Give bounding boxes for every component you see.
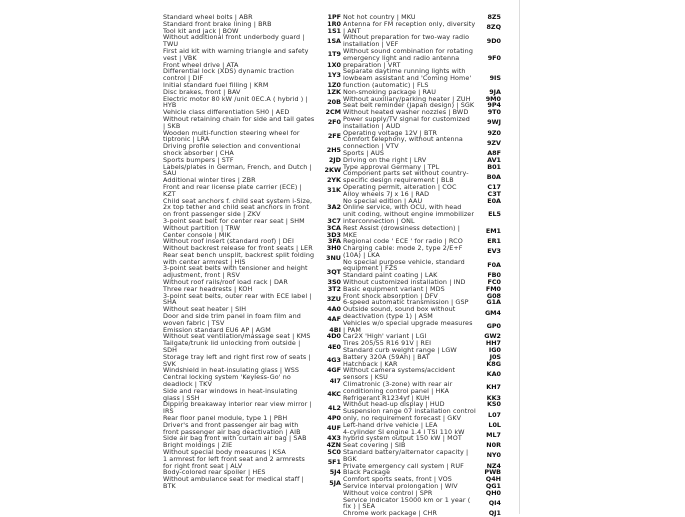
equipment-pr-code: 9D0 [486, 36, 501, 45]
equipment-pr-code: 4X3 [327, 434, 341, 443]
equipment-description: Wooden multi-function steering wheel for tiptronic | LRA [163, 128, 300, 144]
equipment-pr-code: 4I7 [329, 376, 341, 385]
equipment-description: Online service, with OCU, with head unit coding, without engine immobilizer interconnection | ONL [343, 203, 475, 225]
equipment-row [163, 265, 341, 279]
equipment-row [163, 96, 341, 110]
equipment-description: 3-point seat belts, outer rear with ECE label | SHA [163, 291, 312, 307]
equipment-description: Left-hand drive vehicle | LEA [343, 420, 438, 429]
equipment-description: Standard front brake lining | BRB [163, 19, 272, 28]
equipment-description: Seat covering | SIB [343, 441, 406, 450]
equipment-description: Standard battery/alternator capacity | BGK [343, 448, 469, 463]
equipment-description: Charging cable: mode 2, type 2/E+F (10A) | LKA [343, 244, 463, 259]
equipment-pr-code: QG1 [485, 481, 501, 490]
equipment-pr-code: 4KC [327, 390, 341, 399]
equipment-pr-code: EL5 [488, 210, 501, 219]
equipment-pr-code: 4AF [327, 315, 341, 324]
equipment-list-column-right [343, 14, 501, 517]
equipment-description: Without camera systems/accident sensors | KSU [343, 366, 456, 382]
equipment-description: Electric motor 80 kW /unit 0EC.A ( hybrid ) | HYB [163, 94, 308, 110]
equipment-description: Operating voltage 12V | BTR [343, 128, 438, 137]
equipment-pr-code: 5J4 [329, 468, 341, 477]
equipment-pr-code: EV3 [487, 247, 501, 256]
equipment-description: Suspension range 07 installation control only, no requirement forecast | GKV [343, 407, 476, 423]
equipment-description: Disc brakes, front | BAV [163, 87, 241, 96]
equipment-row [163, 374, 341, 388]
equipment-pr-code: 2F0 [327, 118, 341, 127]
equipment-pr-code: L0L [488, 420, 501, 429]
equipment-pr-code: 3CA [326, 223, 341, 232]
equipment-description: Battery 320A (59Ah) | BAT [343, 352, 430, 361]
equipment-pr-code: G08 [486, 291, 501, 300]
equipment-pr-code: NZ4 [486, 461, 501, 470]
equipment-pr-code: B01 [487, 162, 501, 171]
equipment-description: Front and rear license plate carrier (ECE) | KZT [163, 182, 302, 198]
equipment-description: Standard wheel bolts | ABR [163, 13, 253, 21]
equipment-pr-code: NY0 [486, 451, 501, 460]
equipment-description: Labels/plates in German, French, and Dutch | SAU [163, 162, 312, 178]
equipment-description: Body-colored rear spoiler | HES [163, 468, 266, 477]
equipment-pr-code: 8Z5 [487, 13, 501, 21]
equipment-pr-code: 2KW [324, 165, 341, 174]
equipment-pr-code: N0R [486, 441, 501, 450]
equipment-pr-code: 4E0 [327, 342, 341, 351]
equipment-row [163, 401, 341, 415]
equipment-description: 4-cylinder SI engine 1.4 l TSI 110 kW hybrid system output 150 kW | MOT [343, 427, 465, 443]
equipment-pr-code: 1ZK [326, 87, 341, 96]
equipment-description: Standard paint coating | LAK [343, 271, 438, 280]
equipment-pr-code: 8ZQ [486, 23, 501, 32]
equipment-pr-code: KA0 [486, 369, 501, 378]
equipment-pr-code: 9IS [489, 74, 501, 83]
equipment-description: Car2X 'High' variant | LGI [343, 332, 427, 341]
equipment-description: 3-point seat belt for center rear seat | SHM [163, 216, 305, 225]
equipment-row [163, 340, 341, 354]
equipment-description: Component parts set without country-specific design requirement | BLB [343, 169, 469, 185]
equipment-pr-code: 1Y3 [327, 70, 341, 79]
equipment-pr-code: EM1 [485, 227, 501, 236]
equipment-description: Type approval Germany | TPL [343, 162, 440, 171]
equipment-pr-code: 3NU [326, 254, 341, 263]
equipment-pr-code: 3QT [326, 267, 341, 276]
equipment-row [163, 184, 341, 198]
equipment-row [343, 497, 501, 511]
equipment-description: Comfort telephony, without antenna connection | VTV [343, 135, 463, 151]
equipment-pr-code: 31K [327, 186, 341, 195]
equipment-description: Side air bag front with curtain air bag | SAB [163, 434, 307, 443]
equipment-row [163, 198, 341, 218]
equipment-description: Rest Assist (drowsiness detection) | MKE [343, 223, 461, 239]
equipment-pr-code: 1Z0 [327, 80, 341, 89]
equipment-description: Rear floor panel module, type 1 | PBH [163, 414, 288, 423]
equipment-pr-code: A8F [487, 148, 501, 157]
equipment-row [163, 476, 341, 490]
equipment-description: Power supply/TV signal for customized installation | AUD [343, 114, 470, 130]
equipment-description: Without auxiliary/parking heater | ZUH [343, 94, 471, 103]
equipment-description: Without voice control | SPR [343, 488, 433, 497]
equipment-pr-code: 3ZU [326, 295, 341, 304]
equipment-description: Without sound combination for rotating emergency light and radio antenna preparation | VRT [343, 46, 473, 69]
equipment-description: No special purpose vehicle, standard equipment | FZS [343, 257, 465, 273]
equipment-pr-code: 2YK [326, 176, 341, 185]
equipment-description: No special edition | AAU [343, 196, 423, 205]
equipment-row [343, 21, 501, 35]
equipment-description: Alloy wheels 7J x 16 | RAD [343, 189, 430, 198]
equipment-description: Refrigerant R1234yf | KUH [343, 393, 430, 402]
equipment-pr-code: 3D3 [326, 230, 341, 239]
equipment-pr-code: ER1 [487, 237, 501, 246]
equipment-description: Emission standard EU6 AP | AGM [163, 325, 271, 334]
equipment-row [163, 354, 341, 368]
equipment-description: Without additional front underbody guard | TWU [163, 33, 305, 49]
equipment-pr-code: 2FE [327, 131, 341, 140]
equipment-pr-code: 4G3 [326, 356, 341, 365]
equipment-row [343, 204, 501, 224]
equipment-pr-code: 20B [327, 97, 341, 106]
equipment-row [343, 34, 501, 48]
equipment-row [343, 116, 501, 130]
equipment-pr-code: 4GF [326, 366, 341, 375]
equipment-description: Outside sound, sound box without deactivation (type 1) | ASM [343, 305, 456, 321]
equipment-pr-code: GP0 [486, 322, 501, 331]
equipment-description: Antenna for FM reception only, diversity | ANT [343, 19, 476, 35]
equipment-description: Door and side trim panel in foam film and woven fabric | TSV [163, 312, 301, 327]
equipment-description: Without special body measures | KSA [163, 448, 286, 456]
equipment-description: Operating permit, alteration | COC [343, 182, 457, 191]
equipment-pr-code: HH7 [485, 339, 501, 348]
equipment-pr-code: QH0 [485, 488, 501, 497]
equipment-pr-code: 5C0 [327, 448, 341, 456]
equipment-description: Service interval prolongation | WIV [343, 481, 458, 490]
equipment-row [343, 225, 501, 239]
equipment-pr-code: C3T [487, 189, 501, 198]
equipment-pr-code: 5F1 [327, 458, 341, 467]
equipment-row [343, 259, 501, 273]
equipment-description: Chrome work package | CHR [343, 509, 437, 517]
equipment-description: Front wheel drive | ATA [163, 60, 239, 69]
equipment-pr-code: L07 [488, 410, 501, 419]
equipment-row [163, 164, 341, 178]
equipment-description: Sports bumpers | STF [163, 155, 234, 164]
equipment-row [163, 68, 341, 82]
equipment-pr-code: 9ZV [486, 138, 501, 147]
equipment-description: Without partition | TRW [163, 223, 241, 232]
equipment-row [343, 381, 501, 395]
equipment-description: Rear seat bench unsplit, backrest split folding with center armrest | HIS [163, 250, 315, 266]
equipment-pr-code: 1X0 [327, 60, 341, 69]
equipment-description: Vehicle class differentiation 5H0 | AED [163, 108, 290, 117]
equipment-pr-code: IG0 [488, 346, 501, 355]
equipment-pr-code: 9T0 [487, 108, 501, 117]
equipment-pr-code: GW2 [484, 332, 501, 341]
equipment-pr-code: 3S0 [327, 278, 341, 287]
equipment-pr-code: C17 [487, 182, 501, 191]
equipment-pr-code: 2H5 [326, 145, 341, 154]
equipment-description: Sports | AUS [343, 148, 385, 157]
equipment-description: Standard curb weight range | LGW [343, 346, 457, 355]
equipment-pr-code: FB0 [487, 271, 501, 280]
equipment-row [163, 143, 341, 157]
equipment-description: 1 armrest for left front seat and 2 armrests for right front seat | ALV [163, 454, 305, 470]
equipment-pr-code: KK3 [486, 393, 501, 402]
equipment-description: Without preparation for two-way radio installation | VEF [343, 33, 470, 49]
equipment-description: Front shock absorption | DFV [343, 291, 438, 300]
equipment-description: Climatronic (3-zone) with rear air conditioning control panel | HKA [343, 380, 453, 395]
equipment-row [343, 449, 501, 463]
equipment-description: Center console | MIK [163, 230, 231, 239]
equipment-pr-code: 1SA [327, 36, 341, 45]
equipment-description: Tailgate/trunk lid unlocking from outside | SDH [163, 339, 301, 355]
equipment-description: Not hot country | MKU [343, 13, 416, 21]
equipment-pr-code: 2JD [328, 155, 341, 164]
equipment-row [163, 388, 341, 402]
equipment-description: Driving profile selection and conventional shock absorber | CHA [163, 142, 301, 157]
equipment-pr-code: AV1 [487, 155, 501, 164]
equipment-pr-code: QI4 [488, 498, 501, 507]
equipment-row [343, 367, 501, 381]
equipment-description: Additional winter tires | ZBR [163, 176, 256, 185]
equipment-pr-code: 9M0 [485, 94, 501, 103]
equipment-pr-code: KS0 [486, 400, 501, 409]
equipment-description: Basic equipment variant | MDS [343, 284, 445, 293]
equipment-row [163, 116, 341, 130]
equipment-description: Regional code ' ECE ' for radio | RCO [343, 237, 463, 246]
equipment-pr-code: FM0 [485, 284, 501, 293]
equipment-row [163, 130, 341, 144]
equipment-pr-code: 1S1 [327, 26, 341, 35]
equipment-row [163, 48, 341, 62]
equipment-pr-code: KH7 [486, 383, 501, 392]
equipment-description: Three rear headrests | KOH [163, 284, 253, 293]
equipment-row [163, 252, 341, 266]
equipment-row [343, 306, 501, 320]
equipment-pr-code: 3C7 [327, 216, 341, 225]
equipment-pr-code: Q4H [485, 475, 501, 484]
equipment-description: 6-speed automatic transmission | GSP [343, 298, 469, 307]
equipment-pr-code: F0A [487, 261, 501, 270]
equipment-description: Tires 205/55 R16 91V | REI [343, 339, 432, 348]
equipment-description: 3-point seat belts with tensioner and height adjustment, front | RSV [163, 264, 308, 280]
equipment-pr-code: 4P0 [327, 414, 341, 423]
equipment-description: Without roof insert (standard roof) | DEI [163, 237, 294, 246]
equipment-pr-code: PWB [484, 468, 501, 477]
equipment-row [343, 136, 501, 150]
equipment-pr-code: 4D0 [326, 332, 341, 341]
equipment-pr-code: QJ1 [488, 509, 501, 517]
equipment-pr-code: GM4 [484, 308, 501, 317]
equipment-description: Hatchback | KAR [343, 359, 398, 368]
equipment-pr-code: 9WJ [487, 118, 501, 127]
equipment-description: Without roof rails/roof load rack | DAR [163, 278, 288, 287]
equipment-list-column-left [163, 14, 341, 490]
equipment-description: Without backrest release for front seats | LER [163, 244, 313, 253]
page-edge-divider [519, 0, 520, 514]
equipment-description: Driving on the right | LRV [343, 155, 427, 164]
equipment-pr-code: 3FA [327, 237, 341, 246]
equipment-row [163, 456, 341, 470]
equipment-pr-code: 5JA [329, 478, 341, 487]
equipment-row [163, 422, 341, 436]
equipment-description: Without seat heater | SIH [163, 305, 247, 314]
equipment-pr-code: ML7 [486, 431, 501, 439]
equipment-description: Without head-up display | HUD [343, 400, 445, 409]
equipment-description: Seat belt reminder (Japan design) | SGK [343, 101, 475, 110]
equipment-pr-code: 4L2 [328, 403, 341, 412]
equipment-row [163, 34, 341, 48]
equipment-pr-code: 1R0 [327, 19, 341, 28]
equipment-row [163, 313, 341, 327]
equipment-description: Side and rear windows in heat-insulating glass | SSH [163, 386, 298, 402]
equipment-row [163, 293, 341, 307]
equipment-pr-code: 9P4 [487, 101, 501, 110]
equipment-pr-code: 9F0 [487, 53, 501, 62]
equipment-description: Without heated washer nozzles | BWD [343, 108, 469, 117]
equipment-description: Initial standard fuel filling | KRM [163, 80, 269, 89]
equipment-pr-code: 2CM [325, 108, 341, 117]
equipment-row [343, 429, 501, 443]
equipment-pr-code: B0A [486, 172, 501, 181]
equipment-description: Comfort sports seats, front | VOS [343, 475, 452, 484]
equipment-description: Separate daytime running lights with lowbeam assistant and 'Coming Home' function (automatic) | FLS [343, 67, 472, 89]
equipment-description: Bright moldings | ZIE [163, 441, 233, 450]
equipment-description: Private emergency call system | RUF [343, 461, 464, 470]
equipment-pr-code: 4BI [329, 325, 341, 334]
equipment-description: Without retaining chain for side and tail gates | SKB [163, 114, 315, 130]
equipment-description: Non-smoking package | RAU [343, 87, 437, 96]
equipment-pr-code: 1T9 [327, 50, 341, 59]
equipment-pr-code: 3H0 [326, 244, 341, 253]
equipment-pr-code: 9JA [489, 87, 501, 96]
equipment-pr-code: G1A [486, 298, 501, 307]
equipment-description: Child seat anchors f. child seat system i-Size, 2x top tether and child seat anchors in front on front passenger side | ZKV [163, 196, 313, 219]
equipment-pr-code: 1PF [327, 13, 341, 21]
equipment-pr-code: 4UF [326, 424, 341, 433]
equipment-pr-code: J0S [489, 352, 501, 361]
equipment-pr-code: 3A2 [327, 203, 341, 212]
equipment-description: Central locking system 'Keyless-Go' no deadlock | TKV [163, 373, 291, 389]
equipment-description: Without seat ventilation/massage seat | KMS [163, 332, 311, 341]
equipment-description: Storage tray left and right first row of seats | SVK [163, 352, 311, 368]
equipment-row [343, 68, 501, 88]
equipment-description: Driver's and front passenger air bag with front passenger air bag deactivation | AIB [163, 420, 301, 436]
equipment-pr-code: 4A0 [327, 305, 341, 314]
equipment-row [343, 48, 501, 68]
equipment-pr-code: 9Z0 [487, 128, 501, 137]
equipment-description: Without customized installation | IND [343, 278, 466, 287]
equipment-row [343, 170, 501, 184]
equipment-description: Tool kit and jack | BOW [163, 26, 239, 35]
equipment-row [343, 320, 501, 334]
equipment-pr-code: K8G [486, 359, 501, 368]
equipment-description: Black Package [343, 468, 391, 477]
equipment-description: Vehicles w/o special upgrade measures | PAM [343, 318, 473, 334]
equipment-description: First aid kit with warning triangle and safety vest | VBK [163, 46, 309, 62]
equipment-pr-code: E0A [487, 196, 501, 205]
equipment-row [343, 245, 501, 259]
equipment-row [343, 408, 501, 422]
equipment-pr-code: FC0 [487, 278, 501, 287]
equipment-pr-code: 3T2 [327, 284, 341, 293]
equipment-description: Dipping breakaway interior rear view mirror | IRS [163, 400, 312, 416]
equipment-description: Differential lock (XDS) dynamic traction control | DIF [163, 67, 295, 83]
equipment-description: Windshield in heat-insulating glass | WSS [163, 366, 300, 375]
equipment-description: Without ambulance seat for medical staff | BTK [163, 475, 304, 490]
equipment-pr-code: 4ZN [326, 441, 341, 450]
equipment-description: Service indicator 15000 km or 1 year ( fix ) | SEA [343, 495, 471, 511]
